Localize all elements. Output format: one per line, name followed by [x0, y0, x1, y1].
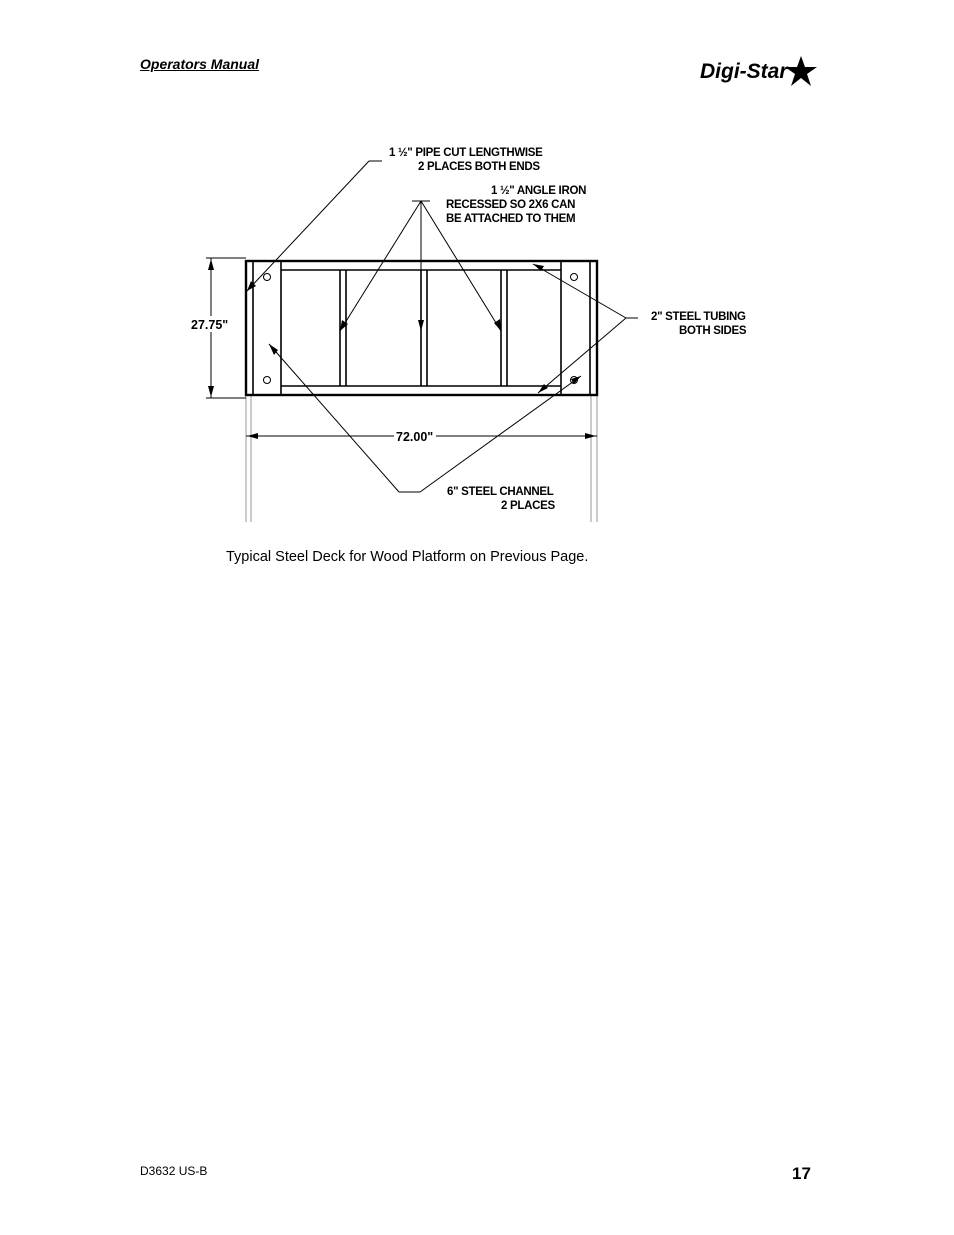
steel-deck-drawing	[0, 0, 954, 600]
callout-tubing-line2: BOTH SIDES	[679, 325, 747, 337]
callout-angle-line3: BE ATTACHED TO THEM	[446, 213, 576, 225]
dim-width-label: 72.00"	[396, 430, 434, 444]
width-dimension	[246, 428, 597, 444]
dim-height-label: 27.75"	[191, 318, 229, 332]
tubing-leaders	[533, 264, 638, 393]
document-code: D3632 US-B	[140, 1164, 208, 1178]
pipe-leader	[247, 161, 382, 291]
figure-caption: Typical Steel Deck for Wood Platform on Previous Page.	[226, 549, 589, 565]
height-dimension	[190, 258, 246, 398]
header-title: Operators Manual	[140, 56, 260, 72]
callout-pipe-line1: 1 ½" PIPE CUT LENGTHWISE	[389, 147, 543, 159]
callout-channel-line2: 2 PLACES	[501, 500, 555, 512]
channel-leaders	[269, 344, 581, 492]
page-number: 17	[792, 1164, 811, 1183]
callout-angle-line1: 1 ½" ANGLE IRON	[491, 185, 587, 197]
callout-angle-line2: RECESSED SO 2X6 CAN	[446, 199, 576, 211]
logo-text: Digi-Star	[700, 60, 788, 83]
callout-pipe-line2: 2 PLACES BOTH ENDS	[418, 161, 540, 173]
callout-tubing-line1: 2" STEEL TUBING	[651, 311, 746, 323]
callout-channel-line1: 6" STEEL CHANNEL	[447, 486, 554, 498]
